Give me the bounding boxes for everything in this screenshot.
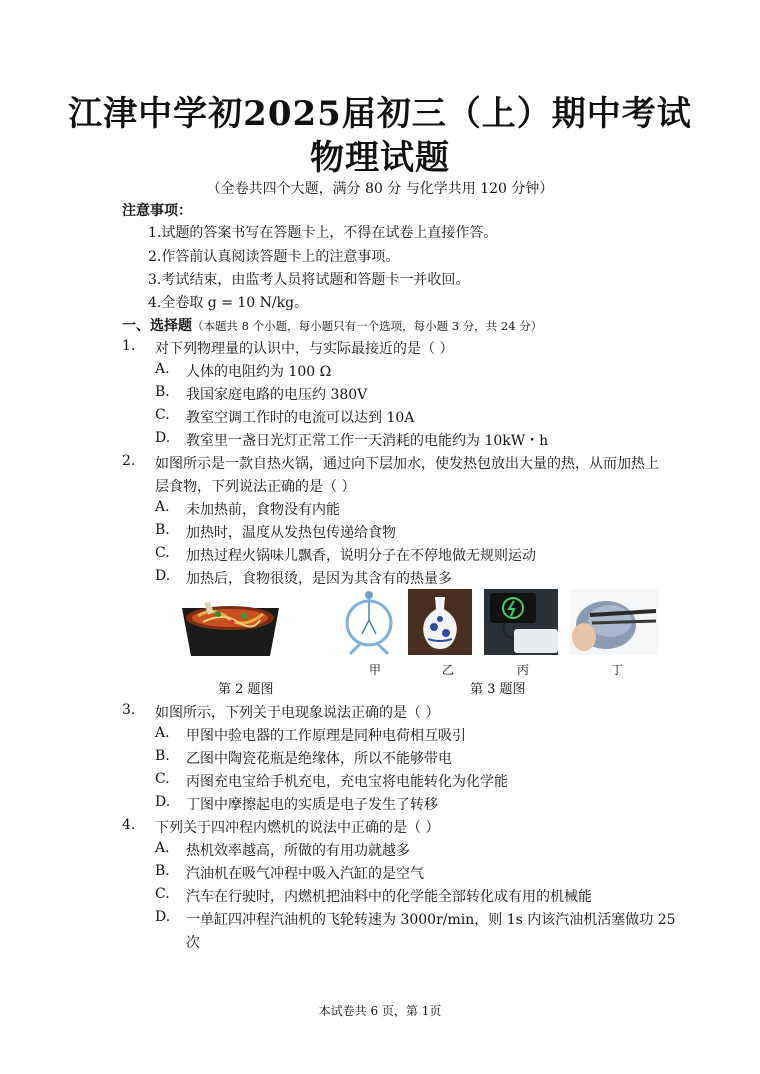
notice-heading: 注意事项：	[122, 203, 192, 219]
option-text: 加热过程火锅味儿飘香，说明分子在不停地做无规则运动	[186, 548, 536, 564]
exam-info: （全卷共四个大题，满分 80 分 与化学共用 120 分钟）	[206, 181, 554, 197]
option-text: 未加热前，食物没有内能	[186, 502, 340, 518]
option-text: 教室里一盏日光灯正常工作一天消耗的电能约为 10kW・h	[186, 433, 549, 449]
figure-label-bing: 丙	[517, 663, 530, 677]
option-text-continued: 次	[186, 935, 200, 951]
section-note: （本题共 8 个小题，每小题只有一个选项，每小题 3 分，共 24 分）	[192, 319, 543, 333]
option-key: B.	[155, 522, 170, 538]
option-text: 人体的电阻约为 100 Ω	[186, 364, 332, 380]
option-text: 甲图中验电器的工作原理是同种电荷相互吸引	[186, 728, 466, 744]
figure-caption: 第 3 题图	[470, 682, 526, 697]
hotpot-image	[178, 596, 283, 660]
question-stem: 对下列物理量的认识中，与实际最接近的是（ ）	[155, 341, 454, 357]
page-title: 江津中学初2025届初三（上）期中考试	[68, 94, 692, 134]
fur-rubbing-image	[570, 589, 658, 655]
notice-item: 4.全卷取 g = 10 N/kg。	[148, 295, 309, 311]
option-key: B.	[155, 863, 170, 879]
option-key: D.	[155, 909, 171, 925]
option-key: A.	[155, 499, 170, 515]
question-number: 3.	[122, 702, 136, 718]
notice-item: 3.考试结束，由监考人员将试题和答题卡一并收回。	[148, 272, 470, 288]
question-stem: 如图所示，下列关于电现象说法正确的是（ ）	[155, 705, 440, 721]
option-key: A.	[155, 725, 170, 741]
option-text: 教室空调工作时的电流可以达到 10A	[186, 410, 415, 426]
option-text: 加热时，温度从发热包传递给食物	[186, 525, 396, 541]
option-text: 丙图充电宝给手机充电，充电宝将电能转化为化学能	[186, 774, 508, 790]
electroscope-image	[340, 590, 398, 656]
option-text: 热机效率越高，所做的有用功就越多	[186, 843, 410, 859]
section-heading	[122, 315, 542, 335]
figure-label-ding: 丁	[611, 663, 624, 677]
option-key: B.	[155, 748, 170, 764]
page-footer: 本试卷共 6 页，第 1页	[318, 1004, 442, 1018]
question-number: 4.	[122, 817, 136, 833]
option-text: 加热后，食物很烫，是因为其含有的热量多	[186, 571, 452, 587]
option-text: 丁图中摩擦起电的实质是电子发生了转移	[186, 797, 438, 813]
option-text: 汽车在行驶时，内燃机把油料中的化学能全部转化成有用的机械能	[186, 889, 592, 905]
option-key: A.	[155, 840, 170, 856]
question-number: 1.	[122, 338, 136, 354]
figure-label-jia: 甲	[369, 663, 382, 677]
notice-item: 1.试题的答案书写在答题卡上，不得在试卷上直接作答。	[148, 225, 498, 241]
section-title: 一、选择题	[122, 318, 192, 334]
option-key: A.	[155, 361, 170, 377]
question-stem: 层食物，下列说法正确的是（ ）	[155, 479, 356, 495]
option-key: D.	[155, 430, 171, 446]
option-text: 汽油机在吸气冲程中吸入汽缸的是空气	[186, 866, 424, 882]
notice-item: 2.作答前认真阅读答题卡上的注意事项。	[148, 249, 400, 265]
page-subtitle-title: 物理试题	[310, 138, 450, 178]
option-text: 我国家庭电路的电压约 380V	[186, 387, 368, 403]
power-bank-image	[484, 589, 558, 655]
option-text: 乙图中陶瓷花瓶是绝缘体，所以不能够带电	[186, 751, 452, 767]
question-number: 2.	[122, 453, 136, 469]
question-stem: 下列关于四冲程内燃机的说法中正确的是（ ）	[155, 820, 440, 836]
option-key: B.	[155, 384, 170, 400]
option-key: D.	[155, 794, 171, 810]
vase-image	[408, 589, 472, 655]
option-key: C.	[155, 407, 170, 423]
figure-caption: 第 2 题图	[218, 682, 274, 697]
option-key: C.	[155, 545, 170, 561]
option-text: 一单缸四冲程汽油机的飞轮转速为 3000r/min，则 1s 内该汽油机活塞做功 25	[186, 912, 676, 928]
option-key: C.	[155, 771, 170, 787]
option-key: C.	[155, 886, 170, 902]
option-key: D.	[155, 568, 171, 584]
question-stem: 如图所示是一款自热火锅，通过向下层加水，使发热包放出大量的热，从而加热上	[155, 456, 659, 472]
figure-label-yi: 乙	[442, 663, 455, 677]
